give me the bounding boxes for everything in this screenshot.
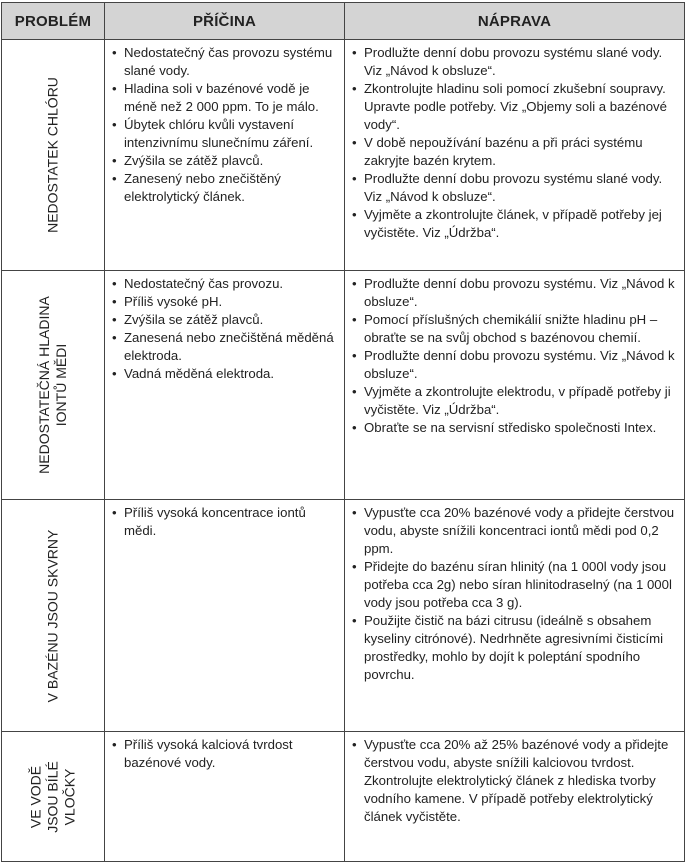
remedy-cell <box>345 500 685 732</box>
cause-item: • Příliš vysoká kalciová tvrdost bazénové vody. <box>111 736 336 772</box>
table-row <box>2 40 685 271</box>
header-cause: PŘÍČINA <box>105 3 345 40</box>
cause-list <box>111 736 336 772</box>
problem-cell <box>2 500 105 732</box>
remedy-item: • Vypusťte cca 20% bazénové vody a přidejte čerstvou vodu, abyste snížili koncentraci iontů mědi pod 0,2 ppm. <box>351 504 676 558</box>
cause-item: • Příliš vysoká koncentrace iontů mědi. <box>111 504 336 540</box>
table-row <box>2 500 685 732</box>
cause-item: • Zvýšila se zátěž plavců. <box>111 311 336 329</box>
cause-list <box>111 44 336 206</box>
remedy-list <box>351 275 676 437</box>
cause-cell <box>105 500 345 732</box>
remedy-list <box>351 736 676 826</box>
cause-item: • Vadná měděná elektroda. <box>111 365 336 383</box>
remedy-cell <box>345 271 685 500</box>
cause-item: • Příliš vysoké pH. <box>111 293 336 311</box>
cause-item: • Úbytek chlóru kvůli vystavení intenzivnímu slunečnímu záření. <box>111 116 336 152</box>
problem-label: NEDOSTATEK CHLÓRU <box>44 77 61 233</box>
remedy-item: • Prodlužte denní dobu provozu systému slané vody. Viz „Návod k obsluze“. <box>351 170 676 206</box>
cause-item: • Zanesená nebo znečištěná měděná elektroda. <box>111 329 336 365</box>
problem-label: V BAZÉNU JSOU SKVRNY <box>44 529 61 702</box>
remedy-item: • Vypusťte cca 20% až 25% bazénové vody a přidejte čerstvou vodu, abyste snížili kalciovou tvrdost. Zkontrolujte elektrolytický článek z hlediska tvorby vodního kamene. V případě potřeby elektrolytický článek vyčistěte. <box>351 736 676 826</box>
header-remedy: NÁPRAVA <box>345 3 685 40</box>
cause-item: • Zanesený nebo znečištěný elektrolytický článek. <box>111 170 336 206</box>
remedy-item: • Prodlužte denní dobu provozu systému slané vody. Viz „Návod k obsluze“. <box>351 44 676 80</box>
cause-cell <box>105 40 345 271</box>
remedy-item: • Obraťte se na servisní středisko společnosti Intex. <box>351 419 676 437</box>
cause-cell <box>105 732 345 862</box>
problem-cell <box>2 732 105 862</box>
remedy-item: • Prodlužte denní dobu provozu systému. Viz „Návod k obsluze“. <box>351 275 676 311</box>
problem-label: VE VODĚ JSOU BÍLÉ VLOČKY <box>27 760 78 833</box>
remedy-item: • Vyjměte a zkontrolujte článek, v případě potřeby jej vyčistěte. Viz „Údržba“. <box>351 206 676 242</box>
cause-item: • Nedostatečný čas provozu systému slané vody. <box>111 44 336 80</box>
problem-label: NEDOSTATEČNÁ HLADINA IONTŮ MĚDI <box>36 296 69 474</box>
remedy-item: • Použijte čistič na bázi citrusu (ideálně s obsahem kyseliny citrónové). Nedrhněte agresivními čisticími prostředky, mohlo by dojít k poleptání spodního povrchu. <box>351 612 676 684</box>
cause-cell <box>105 271 345 500</box>
cause-list <box>111 275 336 383</box>
problem-cell <box>2 40 105 271</box>
table-row <box>2 271 685 500</box>
cause-item: • Zvýšila se zátěž plavců. <box>111 152 336 170</box>
remedy-item: • Přidejte do bazénu síran hlinitý (na 1 000l vody jsou potřeba cca 2g) nebo síran hlinitodraselný (na 1 000l vody jsou potřeba cca 3 g). <box>351 558 676 612</box>
remedy-list <box>351 44 676 242</box>
problem-cell <box>2 271 105 500</box>
table-header-row <box>2 3 685 40</box>
table-row <box>2 732 685 862</box>
cause-item: • Hladina soli v bazénové vodě je méně než 2 000 ppm. To je málo. <box>111 80 336 116</box>
header-problem: PROBLÉM <box>2 3 105 40</box>
remedy-item: • Prodlužte denní dobu provozu systému. Viz „Návod k obsluze“. <box>351 347 676 383</box>
cause-list <box>111 504 336 540</box>
remedy-item: • Zkontrolujte hladinu soli pomocí zkušební soupravy. Upravte podle potřeby. Viz „Objemy soli a bazénové vody“. <box>351 80 676 134</box>
remedy-cell <box>345 732 685 862</box>
remedy-item: • Pomocí příslušných chemikálií snižte hladinu pH – obraťte se na svůj obchod s bazénovou chemií. <box>351 311 676 347</box>
remedy-item: • V době nepoužívání bazénu a při práci systému zakryjte bazén krytem. <box>351 134 676 170</box>
cause-item: • Nedostatečný čas provozu. <box>111 275 336 293</box>
remedy-item: • Vyjměte a zkontrolujte elektrodu, v případě potřeby ji vyčistěte. Viz „Údržba“. <box>351 383 676 419</box>
troubleshooting-table <box>1 2 685 862</box>
remedy-list <box>351 504 676 684</box>
remedy-cell <box>345 40 685 271</box>
